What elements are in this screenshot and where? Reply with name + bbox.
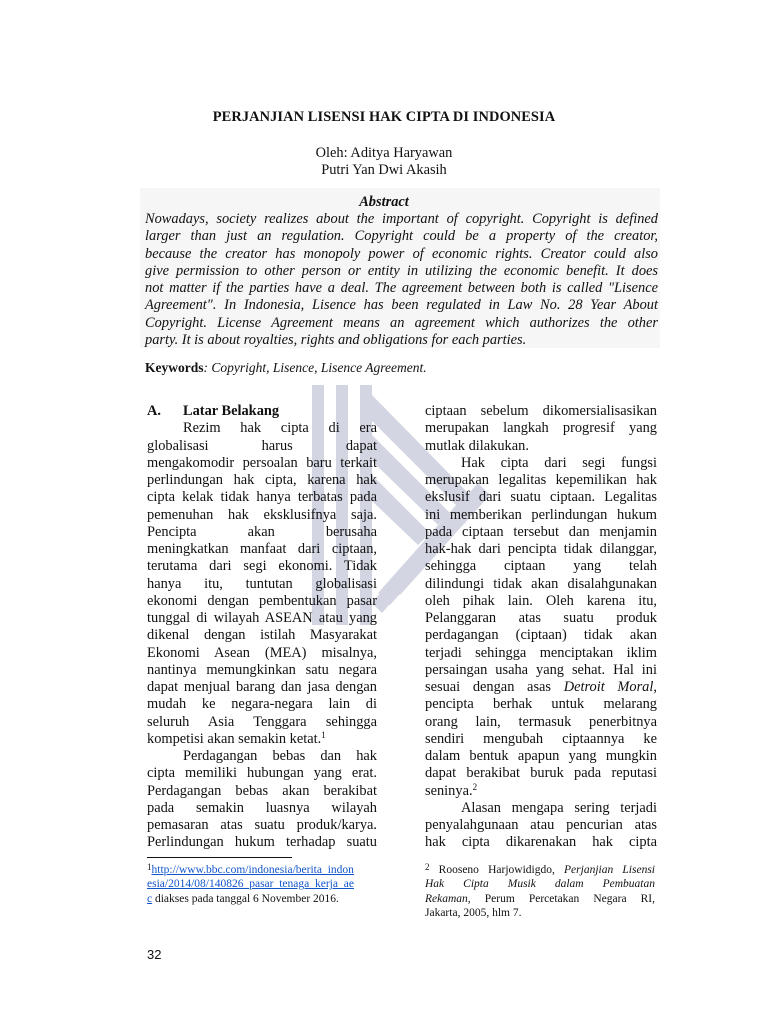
page-number: 32 bbox=[147, 947, 162, 962]
body-line: Pelanggaran atas suatu produk bbox=[425, 610, 657, 626]
body-line: meningkatkan manfaat dari ciptaan, bbox=[147, 541, 377, 557]
body-line bbox=[425, 783, 657, 800]
body-line: sesuai dengan asas Detroit Moral, bbox=[425, 679, 657, 695]
footnote-1 bbox=[147, 863, 362, 906]
body-line: sehingga ciptaan yang telah bbox=[425, 558, 657, 575]
detroit-moral-term: Detroit Moral bbox=[563, 679, 654, 695]
body-line: Perlindungan hukum terhadap suatu bbox=[147, 834, 377, 851]
body-line: terjadi sehingga menciptakan iklim bbox=[425, 644, 657, 661]
footnote-1-suffix: diakses pada tanggal 6 November 2016. bbox=[152, 892, 339, 905]
author-line-2: Putri Yan Dwi Akasih bbox=[321, 162, 447, 178]
footnote-2-line: Jakarta, 2005, hlm 7. bbox=[425, 906, 522, 919]
body-line: ciptaan sebelum dikomersialisasikan bbox=[425, 403, 657, 419]
body-line: Perdagangan bebas dan hak bbox=[183, 748, 377, 764]
body-line: dapat berakibat buruk pada reputasi bbox=[425, 765, 657, 782]
footnote-2-author: Rooseno Harjowidigdo, bbox=[429, 864, 565, 876]
body-line: hak-hak dari pencipta tidak dilanggar, bbox=[425, 541, 657, 557]
body-line bbox=[147, 731, 377, 748]
abstract-line: larger than just an regulation. Copyright could be a property of the creator, bbox=[145, 228, 658, 245]
section-heading bbox=[147, 403, 377, 420]
author-line-1: Oleh: Aditya Haryawan bbox=[315, 145, 453, 161]
body-line: cipta memiliki hubungan yang erat. bbox=[147, 765, 377, 782]
keywords bbox=[145, 360, 427, 376]
body-line: tunggal di wilayah ASEAN atau yang bbox=[147, 610, 377, 626]
body-line: dalam bentuk apapun yang mungkin bbox=[425, 748, 657, 764]
paper-title: PERJANJIAN LISENSI HAK CIPTA DI INDONESIA bbox=[212, 109, 556, 125]
body-line: orang lain, termasuk penerbitnya bbox=[425, 713, 657, 730]
body-line: perdagangan (ciptaan) tidak akan bbox=[425, 627, 657, 644]
footnote-1-line bbox=[147, 863, 362, 877]
section-number: A. bbox=[147, 403, 161, 419]
body-line: merupakan legalitas kepemilikan hak bbox=[425, 472, 657, 488]
body-line: Pencipta akan berusaha bbox=[147, 523, 377, 540]
footnote-2 bbox=[425, 863, 655, 920]
body-line: pada semakin luasnya wilayah bbox=[147, 799, 377, 816]
footnote-2-title: Perjanjian Lisensi bbox=[564, 864, 655, 876]
footnote-separator bbox=[147, 857, 292, 858]
body-line: terutama dari segi ekonomi. Tidak bbox=[147, 558, 377, 575]
left-column bbox=[147, 403, 377, 852]
body-line: dapat menjual barang dan jasa dengan bbox=[147, 679, 377, 695]
body-line: ekslusif dari suatu ciptaan. Legalitas bbox=[425, 489, 657, 506]
body-line: globalisasi harus dapat bbox=[147, 437, 377, 454]
body-line: mutlak dilakukan. bbox=[425, 437, 529, 454]
body-line: seluruh Asia Tenggara sehingga bbox=[147, 713, 377, 730]
body-line: cipta kelak tidak hanya terbatas pada bbox=[147, 489, 377, 506]
body-line-text: sesuai dengan asas bbox=[425, 679, 564, 695]
body-line: pemasaran atas suatu produk/karya. bbox=[147, 817, 377, 833]
footnote-2-marker: 2 bbox=[425, 862, 430, 872]
abstract-line: because the creator has monopoly power of economic rights. Creator could also bbox=[145, 245, 658, 262]
body-line: Perdagangan bebas akan berakibat bbox=[147, 782, 377, 799]
footnote-2-line bbox=[425, 863, 655, 877]
body-line: pencipta berhak untuk melarang bbox=[425, 696, 657, 713]
body-line: hanya itu, tuntutan globalisasi bbox=[147, 575, 377, 592]
footnote-2-publisher: , Perum Percetakan Negara RI, bbox=[467, 892, 655, 905]
abstract-line: Copyright. License Agreement means an agreement which authorizes the other bbox=[145, 314, 658, 331]
body-line: nantinya memungkinkan satu negara bbox=[147, 661, 377, 678]
body-line-text: kompetisi akan semakin ketat. bbox=[147, 730, 322, 747]
body-line: dilindungi tidak akan disalahgunakan bbox=[425, 575, 657, 592]
body-line: Hak cipta dari segi fungsi bbox=[461, 454, 657, 471]
body-line: merupakan langkah progresif yang bbox=[425, 420, 657, 437]
body-line: penyalahgunaan atau pencurian atas bbox=[425, 817, 657, 833]
body-line: pemenuhan hak eksklusifnya saja. bbox=[147, 506, 377, 523]
abstract-line: party. It is about royalties, rights and obligations for each parties. bbox=[145, 331, 527, 348]
abstract-line: Agreement". In Indonesia, Lisence has been regulated in Law No. 28 Year About bbox=[145, 297, 658, 314]
abstract-line: give permission to other person or entity in utilizing the economic benefit. It does bbox=[145, 262, 658, 279]
body-line: persaingan usaha yang sehat. Hal ini bbox=[425, 661, 657, 678]
footnote-ref-2: 2 bbox=[472, 781, 478, 792]
author-list bbox=[0, 145, 768, 179]
footnote-1-line bbox=[147, 877, 362, 891]
footnote-2-line bbox=[425, 877, 655, 891]
abstract-line: Nowadays, society realizes about the important of copyright. Copyright is defined bbox=[145, 211, 658, 227]
keywords-value: : Copyright, Lisence, Lisence Agreement. bbox=[203, 360, 427, 375]
footnote-2-title-end: Rekaman bbox=[425, 892, 468, 905]
abstract-text bbox=[145, 211, 658, 349]
body-line: ekonomi dengan pembentukan pasar bbox=[147, 592, 377, 609]
body-line: ini memberikan perlindungan hukum bbox=[425, 506, 657, 523]
body-line: sendiri mengubah ciptaannya ke bbox=[425, 730, 657, 747]
footnote-1-link[interactable]: http://www.bbc.com/indonesia/berita_indon bbox=[151, 864, 354, 876]
keywords-label: Keywords bbox=[145, 360, 204, 375]
section-title: Latar Belakang bbox=[183, 403, 280, 419]
footnote-ref-1: 1 bbox=[321, 729, 326, 740]
body-line: hak cipta dikarenakan hak cipta bbox=[425, 834, 657, 851]
abstract-line: not matter if the parties have a deal. The agreement between both is called "Lisence bbox=[145, 280, 658, 296]
footnote-1-link-end[interactable]: c bbox=[147, 892, 153, 905]
footnote-1-marker: 1 bbox=[147, 862, 152, 872]
body-line: mudah ke negara-negara lain di bbox=[147, 696, 377, 713]
body-line: oleh pihak lain. Oleh karena itu, bbox=[425, 592, 657, 609]
body-line: Rezim hak cipta di era bbox=[183, 420, 377, 437]
body-line: Alasan mengapa sering terjadi bbox=[461, 799, 657, 816]
body-line: Ekonomi Asean (MEA) misalnya, bbox=[147, 644, 377, 661]
right-column bbox=[425, 403, 657, 852]
body-line: perlindungan hak cipta, karena hak bbox=[147, 472, 377, 488]
body-line: mengakomodir persoalan baru terkait bbox=[147, 454, 377, 471]
footnote-1-link-cont[interactable]: esia/2014/08/140826_pasar_tenaga_kerja_ae bbox=[147, 878, 354, 891]
footnote-2-line bbox=[425, 892, 655, 906]
body-line: pada ciptaan tersebut dan menjamin bbox=[425, 523, 657, 540]
footnote-1-line bbox=[147, 892, 362, 906]
body-line: dikenal dengan istilah Masyarakat bbox=[147, 627, 377, 644]
abstract-heading: Abstract bbox=[359, 194, 409, 210]
body-line-text: seninya. bbox=[425, 782, 473, 799]
footnote-2-title-cont: Hak Cipta Musik dalam Pembuatan bbox=[425, 878, 655, 891]
